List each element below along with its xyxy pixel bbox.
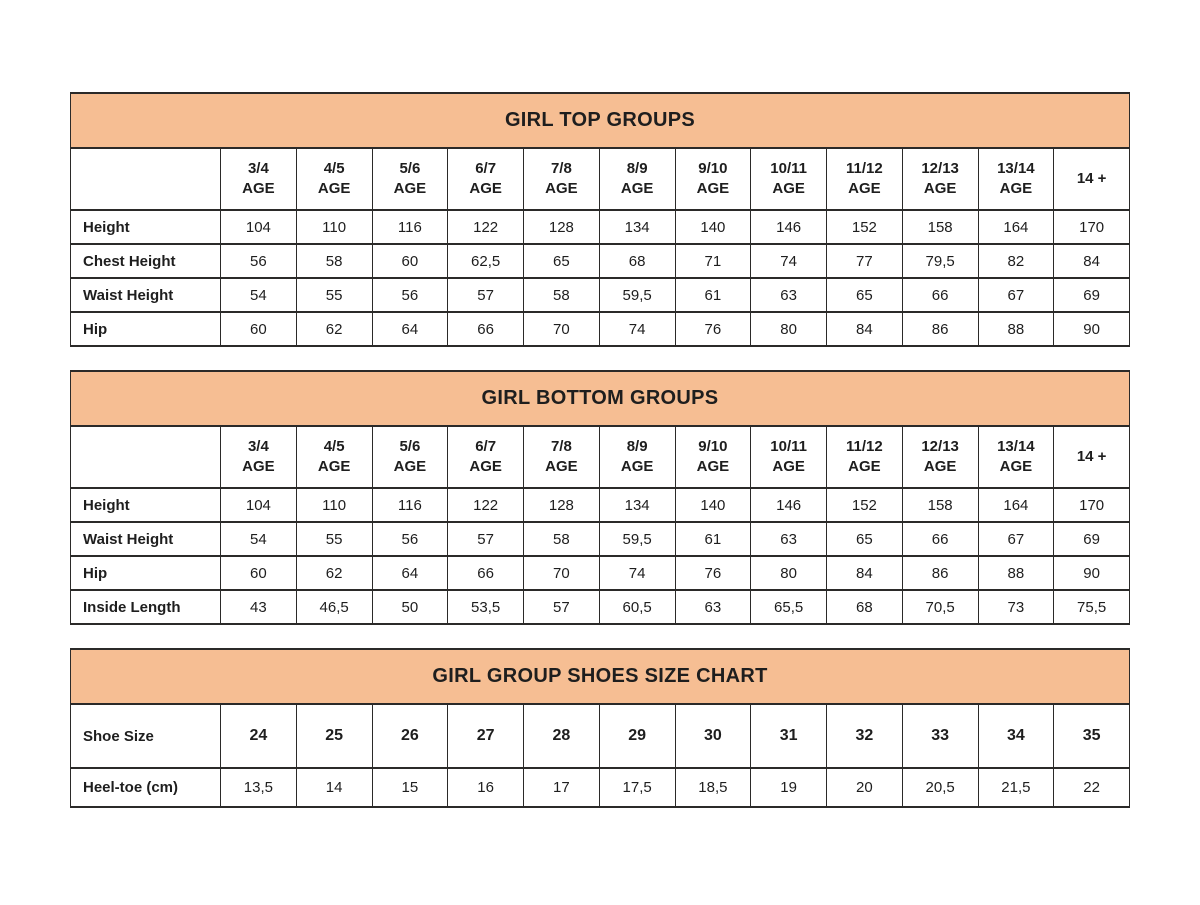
value-cell: 60: [372, 244, 448, 278]
value-cell: 84: [827, 556, 903, 590]
value-cell: 73: [978, 590, 1054, 624]
age-range-text: 8/9: [626, 437, 648, 455]
value-cell: 90: [1054, 312, 1130, 346]
value-cell: 110: [296, 488, 372, 522]
value-cell: 104: [221, 210, 297, 244]
value-cell: 60: [221, 556, 297, 590]
girl-bottom-groups-section: [70, 370, 1130, 625]
value-cell: 50: [372, 590, 448, 624]
value-cell: 86: [902, 312, 978, 346]
value-cell: 64: [372, 556, 448, 590]
age-word-text: AGE: [848, 458, 881, 475]
value-cell: 170: [1054, 210, 1130, 244]
value-cell: 58: [524, 522, 600, 556]
value-cell: 64: [372, 312, 448, 346]
row-label: Hip: [71, 312, 221, 346]
value-cell: 134: [599, 488, 675, 522]
girl-bottom-groups-table: [70, 370, 1130, 625]
row-label: Shoe Size: [71, 704, 221, 768]
age-column-header: [1054, 426, 1130, 488]
girl-shoes-size-chart-table: [70, 648, 1130, 808]
age-word-text: AGE: [393, 180, 427, 197]
age-range-text: 5/6: [399, 437, 421, 455]
row-label: Chest Height: [71, 244, 221, 278]
age-range-text: 6/7: [475, 437, 497, 455]
value-cell: 104: [221, 488, 297, 522]
age-column-header: [902, 426, 978, 488]
value-cell: 59,5: [599, 522, 675, 556]
age-word-text: AGE: [242, 458, 275, 475]
age-range-text: 13/14: [997, 437, 1035, 455]
value-cell: 25: [296, 704, 372, 768]
row-label: Waist Height: [71, 278, 221, 312]
age-word-text: AGE: [545, 180, 578, 197]
age-range-text: 11/12: [846, 437, 883, 455]
value-cell: 164: [978, 210, 1054, 244]
age-word-text: AGE: [923, 458, 957, 475]
value-cell: 70: [524, 312, 600, 346]
age-word-text: AGE: [999, 458, 1033, 475]
age-column-header: [221, 148, 297, 210]
value-cell: 158: [902, 488, 978, 522]
value-cell: 71: [675, 244, 751, 278]
value-cell: 24: [221, 704, 297, 768]
age-range-text: 3/4: [247, 159, 269, 177]
value-cell: 69: [1054, 522, 1130, 556]
age-column-header: [675, 426, 751, 488]
age-range-text: 13/14: [997, 159, 1035, 177]
age-range-text: 9/10: [698, 159, 728, 177]
age-range-text: 9/10: [698, 437, 728, 455]
age-column-header: [372, 426, 448, 488]
age-range-text: 11/12: [846, 159, 883, 177]
age-column-header: [448, 426, 524, 488]
value-cell: 74: [599, 312, 675, 346]
row-label: Height: [71, 210, 221, 244]
value-cell: 88: [978, 556, 1054, 590]
value-cell: 16: [448, 768, 524, 807]
value-cell: 152: [827, 210, 903, 244]
age-word-text: AGE: [242, 180, 275, 197]
value-cell: 19: [751, 768, 827, 807]
value-cell: 80: [751, 312, 827, 346]
age-column-header: [751, 148, 827, 210]
value-cell: 62,5: [448, 244, 524, 278]
table-title: GIRL GROUP SHOES SIZE CHART: [71, 649, 1130, 704]
value-cell: 66: [448, 556, 524, 590]
value-cell: 20: [827, 768, 903, 807]
value-cell: 122: [448, 210, 524, 244]
value-cell: 28: [524, 704, 600, 768]
age-word-text: AGE: [620, 180, 654, 197]
value-cell: 128: [524, 488, 600, 522]
value-cell: 13,5: [221, 768, 297, 807]
value-cell: 46,5: [296, 590, 372, 624]
value-cell: 122: [448, 488, 524, 522]
value-cell: 140: [675, 210, 751, 244]
value-cell: 15: [372, 768, 448, 807]
age-column-header: [751, 426, 827, 488]
value-cell: 69: [1054, 278, 1130, 312]
age-word-text: AGE: [923, 180, 957, 197]
value-cell: 152: [827, 488, 903, 522]
value-cell: 86: [902, 556, 978, 590]
value-cell: 43: [221, 590, 297, 624]
value-cell: 34: [978, 704, 1054, 768]
value-cell: 63: [751, 522, 827, 556]
age-column-header: [978, 426, 1054, 488]
value-cell: 134: [599, 210, 675, 244]
value-cell: 75,5: [1054, 590, 1130, 624]
age-range-text: 10/11: [770, 159, 807, 177]
value-cell: 67: [978, 278, 1054, 312]
age-range-text: 4/5: [323, 437, 345, 455]
value-cell: 146: [751, 488, 827, 522]
age-range-text: 14 +: [1076, 447, 1107, 465]
value-cell: 68: [599, 244, 675, 278]
value-cell: 58: [296, 244, 372, 278]
row-label: Heel-toe (cm): [71, 768, 221, 807]
girl-shoes-size-chart-section: [70, 648, 1130, 808]
age-column-header: [599, 148, 675, 210]
age-column-header: [296, 148, 372, 210]
age-range-text: 10/11: [770, 437, 807, 455]
value-cell: 57: [524, 590, 600, 624]
age-word-text: AGE: [317, 458, 351, 475]
value-cell: 17: [524, 768, 600, 807]
value-cell: 61: [675, 522, 751, 556]
value-cell: 54: [221, 278, 297, 312]
value-cell: 35: [1054, 704, 1130, 768]
age-word-text: AGE: [317, 180, 351, 197]
age-word-text: AGE: [772, 180, 805, 197]
table-title: GIRL BOTTOM GROUPS: [71, 371, 1130, 426]
value-cell: 55: [296, 278, 372, 312]
value-cell: 128: [524, 210, 600, 244]
value-cell: 66: [902, 522, 978, 556]
value-cell: 70,5: [902, 590, 978, 624]
value-cell: 76: [675, 556, 751, 590]
age-column-header: [827, 148, 903, 210]
age-column-header: [524, 148, 600, 210]
value-cell: 57: [448, 522, 524, 556]
age-column-header: [296, 426, 372, 488]
row-label: Height: [71, 488, 221, 522]
value-cell: 22: [1054, 768, 1130, 807]
age-range-text: 12/13: [921, 159, 959, 177]
row-label: Hip: [71, 556, 221, 590]
value-cell: 60: [221, 312, 297, 346]
age-word-text: AGE: [696, 458, 730, 475]
corner-cell: [71, 148, 221, 210]
age-range-text: 12/13: [921, 437, 959, 455]
girl-top-groups-table: [70, 92, 1130, 347]
age-range-text: 7/8: [550, 159, 572, 177]
age-column-header: [221, 426, 297, 488]
value-cell: 20,5: [902, 768, 978, 807]
value-cell: 61: [675, 278, 751, 312]
value-cell: 60,5: [599, 590, 675, 624]
value-cell: 66: [902, 278, 978, 312]
value-cell: 65,5: [751, 590, 827, 624]
age-word-text: AGE: [999, 180, 1033, 197]
value-cell: 57: [448, 278, 524, 312]
value-cell: 68: [827, 590, 903, 624]
value-cell: 29: [599, 704, 675, 768]
age-column-header: [372, 148, 448, 210]
value-cell: 33: [902, 704, 978, 768]
value-cell: 79,5: [902, 244, 978, 278]
value-cell: 70: [524, 556, 600, 590]
value-cell: 30: [675, 704, 751, 768]
age-range-text: 14 +: [1076, 169, 1107, 187]
value-cell: 55: [296, 522, 372, 556]
value-cell: 80: [751, 556, 827, 590]
value-cell: 140: [675, 488, 751, 522]
age-column-header: [978, 148, 1054, 210]
value-cell: 84: [1054, 244, 1130, 278]
age-column-header: [1054, 148, 1130, 210]
girl-top-groups-section: [70, 92, 1130, 347]
value-cell: 84: [827, 312, 903, 346]
value-cell: 116: [372, 210, 448, 244]
value-cell: 63: [675, 590, 751, 624]
value-cell: 76: [675, 312, 751, 346]
value-cell: 56: [372, 522, 448, 556]
value-cell: 54: [221, 522, 297, 556]
age-word-text: AGE: [469, 458, 502, 475]
age-column-header: [902, 148, 978, 210]
value-cell: 53,5: [448, 590, 524, 624]
value-cell: 170: [1054, 488, 1130, 522]
age-word-text: AGE: [848, 180, 881, 197]
table-title: GIRL TOP GROUPS: [71, 93, 1130, 148]
value-cell: 59,5: [599, 278, 675, 312]
age-word-text: AGE: [469, 180, 502, 197]
age-word-text: AGE: [620, 458, 654, 475]
age-range-text: 6/7: [475, 159, 497, 177]
value-cell: 146: [751, 210, 827, 244]
age-word-text: AGE: [393, 458, 427, 475]
age-column-header: [448, 148, 524, 210]
value-cell: 27: [448, 704, 524, 768]
value-cell: 32: [827, 704, 903, 768]
value-cell: 62: [296, 556, 372, 590]
age-column-header: [599, 426, 675, 488]
value-cell: 66: [448, 312, 524, 346]
corner-cell: [71, 426, 221, 488]
age-word-text: AGE: [696, 180, 730, 197]
age-range-text: 3/4: [247, 437, 269, 455]
value-cell: 82: [978, 244, 1054, 278]
value-cell: 63: [751, 278, 827, 312]
value-cell: 77: [827, 244, 903, 278]
age-range-text: 5/6: [399, 159, 421, 177]
value-cell: 21,5: [978, 768, 1054, 807]
value-cell: 74: [599, 556, 675, 590]
value-cell: 56: [372, 278, 448, 312]
age-word-text: AGE: [772, 458, 805, 475]
value-cell: 18,5: [675, 768, 751, 807]
value-cell: 116: [372, 488, 448, 522]
value-cell: 17,5: [599, 768, 675, 807]
value-cell: 88: [978, 312, 1054, 346]
value-cell: 110: [296, 210, 372, 244]
row-label: Inside Length: [71, 590, 221, 624]
value-cell: 26: [372, 704, 448, 768]
row-label: Waist Height: [71, 522, 221, 556]
age-word-text: AGE: [545, 458, 578, 475]
age-range-text: 7/8: [550, 437, 572, 455]
value-cell: 164: [978, 488, 1054, 522]
age-column-header: [827, 426, 903, 488]
value-cell: 56: [221, 244, 297, 278]
value-cell: 31: [751, 704, 827, 768]
value-cell: 65: [827, 278, 903, 312]
value-cell: 65: [524, 244, 600, 278]
value-cell: 90: [1054, 556, 1130, 590]
value-cell: 62: [296, 312, 372, 346]
age-column-header: [675, 148, 751, 210]
value-cell: 74: [751, 244, 827, 278]
age-range-text: 4/5: [323, 159, 345, 177]
value-cell: 65: [827, 522, 903, 556]
age-range-text: 8/9: [626, 159, 648, 177]
value-cell: 58: [524, 278, 600, 312]
value-cell: 158: [902, 210, 978, 244]
value-cell: 67: [978, 522, 1054, 556]
age-column-header: [524, 426, 600, 488]
value-cell: 14: [296, 768, 372, 807]
